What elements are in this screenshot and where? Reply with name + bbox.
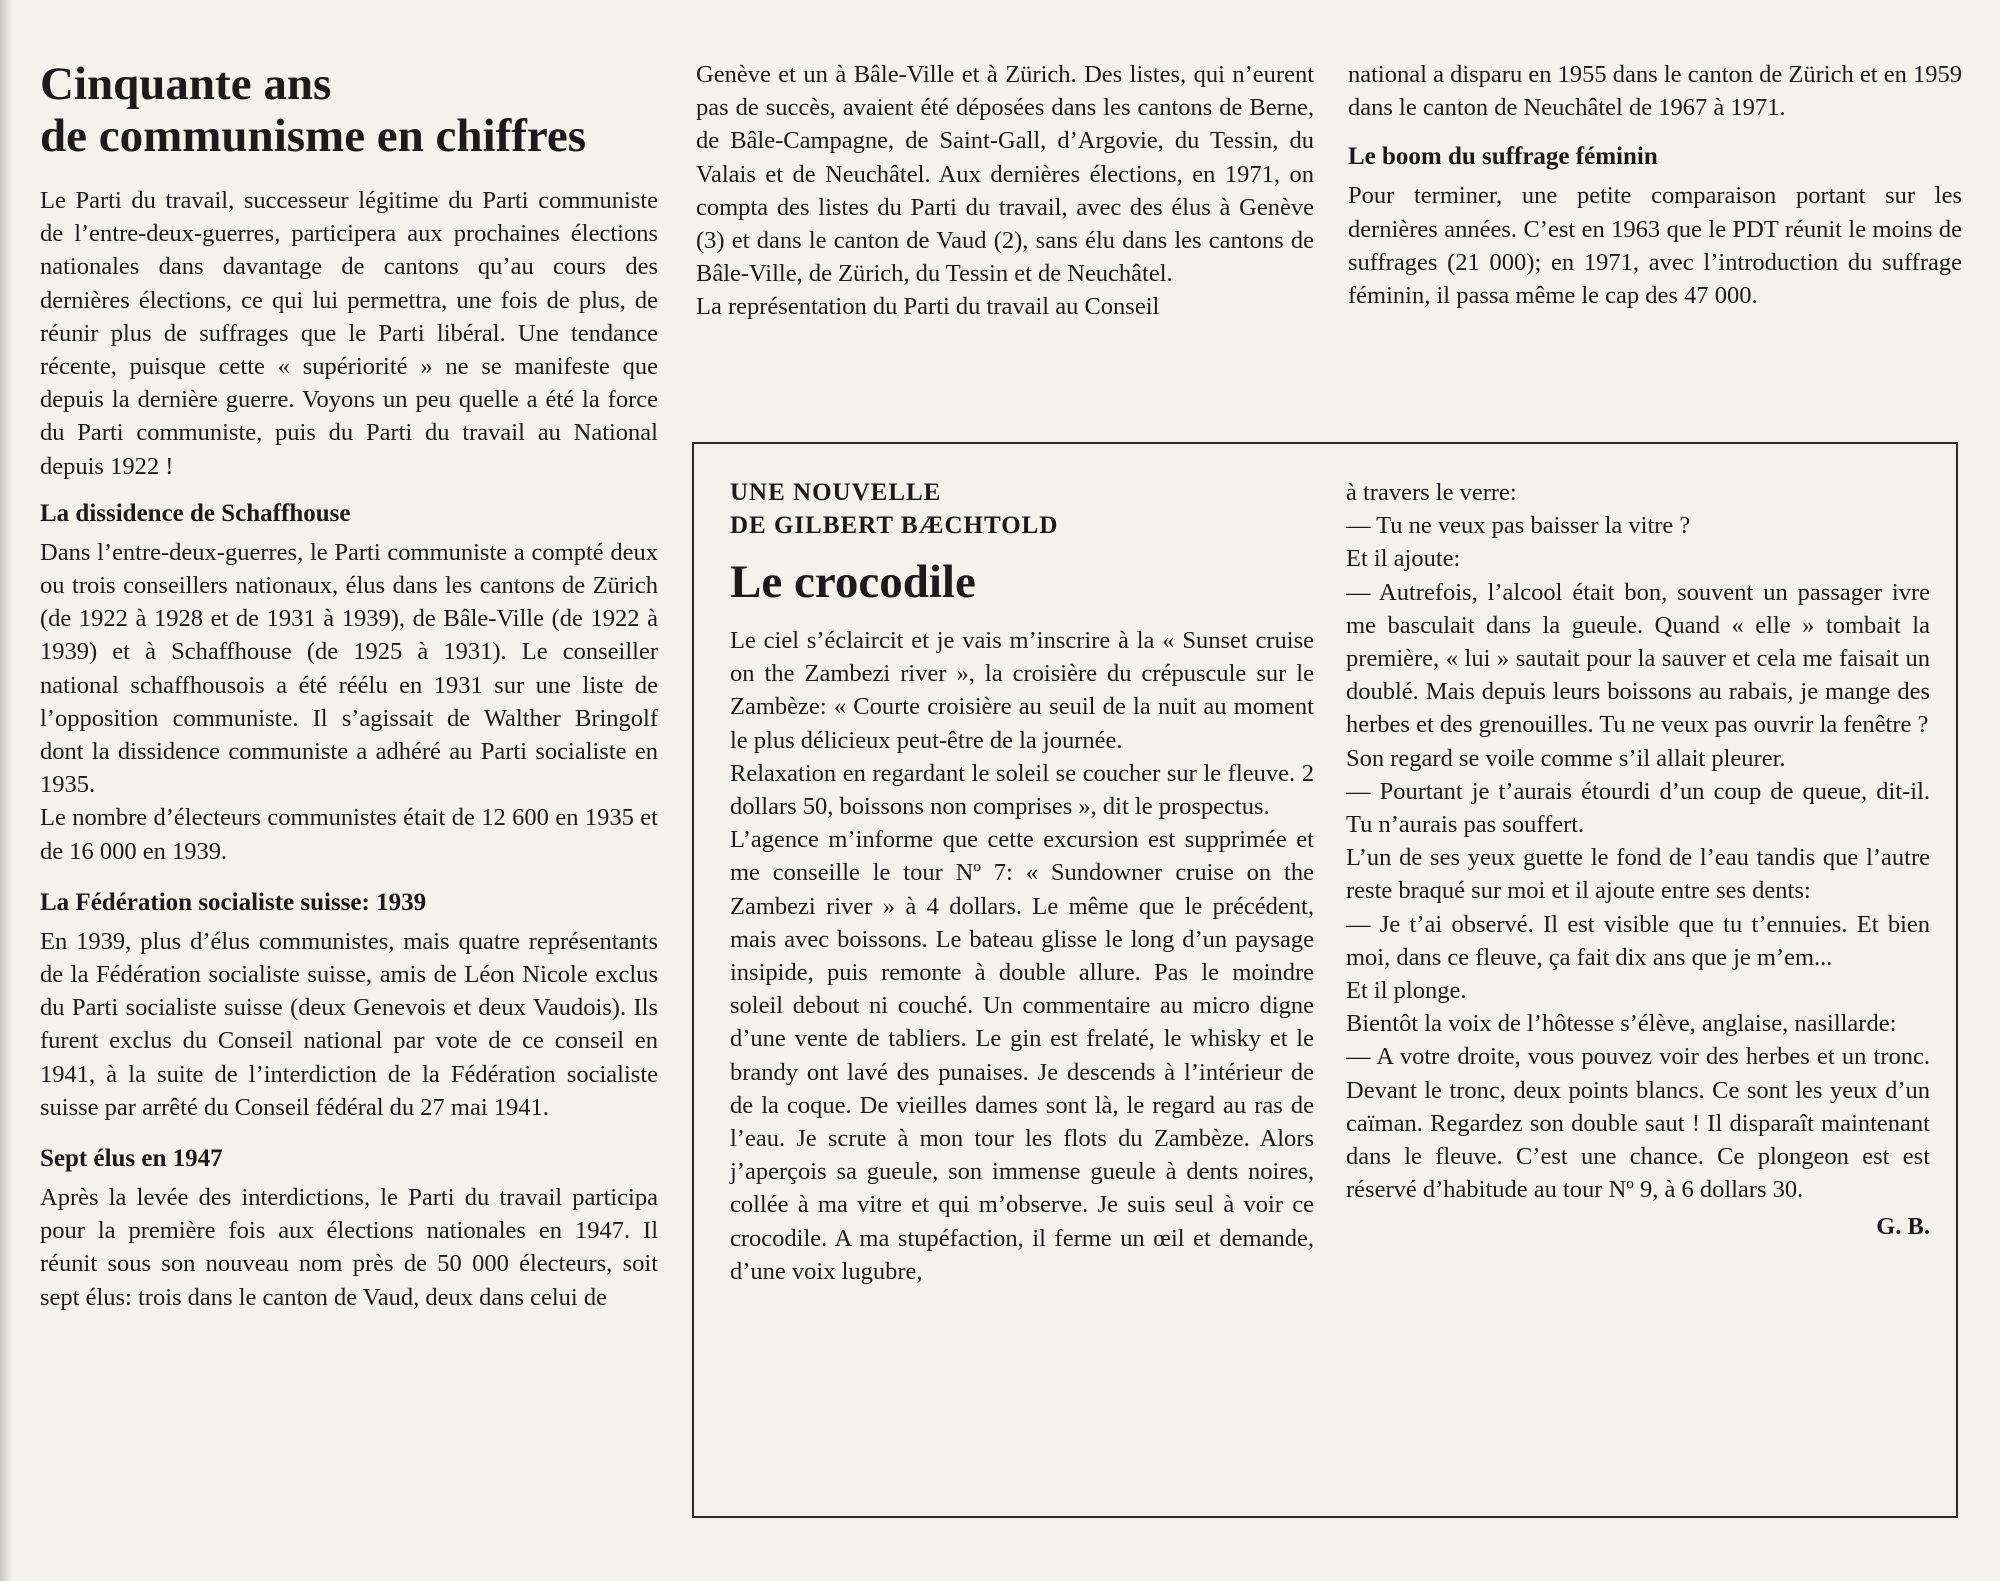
story-paragraph: Relaxation en regardant le soleil se coucher sur le fleuve. 2 dollars 50, boissons non comprises », dit le prospectus.	[730, 759, 1314, 821]
story-kicker-line-1: UNE NOUVELLE	[730, 479, 942, 506]
story-paragraph: — Tu ne veux pas baisser la vitre ?	[1346, 512, 1691, 540]
story-paragraph: — Je t’ai observé. Il est visible que tu t’ennuies. Et bien moi, dans ce fleuve, ça fait dix ans que je m’em...	[1346, 910, 1930, 971]
article-column-2	[696, 58, 1314, 324]
story-paragraph: Son regard se voile comme s’il allait pleurer.	[1346, 744, 1786, 772]
section-paragraph-part-1: Après la levée des interdictions, le Parti du travail participa pour la première fois aux élections nationales en 1947. Il réunit sous son nouveau nom près de 50 000 électeurs, soit sept élus: trois dans le canton de Vaud, deux dans celui de	[40, 1184, 658, 1311]
story-column-2	[1346, 476, 1930, 1244]
section-heading-federation: La Fédération socialiste suisse: 1939	[40, 888, 427, 916]
section-heading-sept-elus: Sept élus en 1947	[40, 1145, 223, 1173]
story-paragraph: à travers le verre:	[1346, 479, 1517, 506]
story-signature: G. B.	[1876, 1213, 1930, 1241]
story-kicker-line-2: DE GILBERT BÆCHTOLD	[730, 512, 1059, 539]
article-column-3	[1348, 58, 1962, 312]
story-paragraph: Et il plonge.	[1346, 977, 1467, 1005]
story-paragraph: Bientôt la voix de l’hôtesse s’élève, anglaise, nasillarde:	[1346, 1010, 1897, 1038]
section-heading-boom: Le boom du suffrage féminin	[1348, 143, 1658, 171]
section-paragraph: Dans l’entre-deux-guerres, le Parti communiste a compté deux ou trois conseillers nationaux, élus dans les cantons de Zürich (de 1922 à 1928 et de 1931 à 1939), de Bâle-Ville (de 1922 à 1939) et à Schaffhouse (de 1925 à 1931). Le conseiller national schaffhousois a été réélu en 1931 sur une liste de l’opposition communiste. Il s’agissait de Walther Bringolf dont la dissidence communiste a adhéré au Parti socialiste en 1935.	[40, 538, 658, 799]
story-column-1	[730, 476, 1314, 1288]
story-paragraph: Le ciel s’éclaircit et je vais m’inscrire à la « Sunset cruise on the Zambezi river », la croisière du crépuscule sur le Zambèze: « Courte croisière au seuil de la nuit au moment le plus délicieux peut-être de la journée.	[730, 627, 1314, 754]
section-paragraph-part-1: La représentation du Parti du travail au Conseil	[696, 293, 1160, 321]
section-paragraph-part-2: national a disparu en 1955 dans le canton de Zürich et en 1959 dans le canton de Neuchâtel de 1967 à 1971.	[1348, 61, 1962, 122]
story-paragraph: — A votre droite, vous pouvez voir des herbes et un tronc. Devant le tronc, deux points blancs. Ce sont les yeux d’un caïman. Regardez son double saut ! Il disparaît maintenant dans le fleuve. C’est une chance. Ce plongeon est est réservé d’habitude au tour Nº 9, à 6 dollars 30.	[1346, 1043, 1930, 1204]
story-paragraph: L’agence m’informe que cette excursion est supprimée et me conseille le tour Nº 7: « Sundowner cruise on the Zambezi river » à 4 dollars. Le même que le précédent, mais avec boissons. Le bateau glisse le long d’un paysage insipide, puis remonte à double allure. Pas le moindre soleil debout ni couché. Un commentaire au micro digne d’une vente de tabliers. Le gin est frelaté, le whisky et le brandy ont lavé des punaises. Je descends à l’intérieur de de la coque. De vieilles dames sont là, le regard au ras de l’eau. Je scrute à mon tour les flots du Zambèze. Alors j’aperçois sa gueule, son immense gueule à dents noires, collée à ma vitre et qui m’observe. Je suis seul à voir ce crocodile. A ma stupéfaction, il ferme un œil et demande, d’une voix lugubre,	[730, 826, 1314, 1285]
story-paragraph: Et il ajoute:	[1346, 545, 1461, 573]
story-kicker	[730, 476, 1314, 542]
section-paragraph: En 1939, plus d’élus communistes, mais quatre représentants de la Fédération socialiste suisse, amis de Léon Nicole exclus du Parti socialiste suisse (deux Genevois et deux Vaudois). Ils furent exclus du Conseil national par vote de ce conseil en 1941, à la suite de l’interdiction de la Fédération socialiste suisse par arrêté du Conseil fédéral du 27 mai 1941.	[40, 927, 658, 1121]
section-paragraph-part-2: Genève et un à Bâle-Ville et à Zürich. Des listes, qui n’eurent pas de succès, avaient été déposées dans les cantons de Berne, de Bâle-Campagne, de Saint-Gall, d’Argovie, du Tessin, du Valais et de Neuchâtel. Aux dernières élections, en 1971, on compta des listes du Parti du travail, avec des élus à Genève (3) et dans le canton de Vaud (2), sans élu dans les cantons de Bâle-Ville, de Zürich, du Tessin et de Neuchâtel.	[696, 61, 1314, 288]
article-intro: Le Parti du travail, successeur légitime du Parti communiste de l’entre-deux-guerres, participera aux prochaines élections nationales dans davantage de cantons qu’au cours des dernières élections, ce qui lui permettra, une fois de plus, de réunir plus de suffrages que le Parti libéral. Une tendance récente, puisque cette « supériorité » ne se manifeste que depuis la dernière guerre. Voyons un peu quelle a été la force du Parti communiste, puis du Parti du travail au National depuis 1922 !	[40, 187, 658, 480]
story-paragraph: L’un de ses yeux guette le fond de l’eau tandis que l’autre reste braqué sur moi et il ajoute entre ses dents:	[1346, 844, 1930, 905]
story-paragraph: — Autrefois, l’alcool était bon, souvent un passager ivre me basculait dans la gueule. Quand « elle » tombait la première, « lui » sautait pour la sauver et cela me faisait un doublé. Mais depuis leurs boissons au rabais, je mange des herbes et des grenouilles. Tu ne veux pas ouvrir la fenêtre ?	[1346, 578, 1930, 739]
article-title-line-1: Cinquante ans	[40, 58, 332, 110]
section-heading-schaffhouse: La dissidence de Schaffhouse	[40, 499, 351, 527]
story-paragraph: — Pourtant je t’aurais étourdi d’un coup de queue, dit-il. Tu n’aurais pas souffert.	[1346, 777, 1930, 839]
section-paragraph: Le nombre d’électeurs communistes était de 12 600 en 1935 et de 16 000 en 1939.	[40, 804, 658, 865]
article-title-line-2: de communisme en chiffres	[40, 110, 587, 162]
story-box	[692, 442, 1958, 1518]
section-paragraph: Pour terminer, une petite comparaison portant sur les dernières années. C’est en 1963 que le PDT réunit le moins de suffrages (21 000); en 1971, avec l’introduction du suffrage féminin, il passa même le cap des 47 000.	[1348, 182, 1962, 310]
scan-edge	[0, 0, 12, 1581]
story-title: Le crocodile	[730, 556, 976, 608]
article-title	[40, 58, 658, 162]
article-column-1	[40, 58, 658, 1314]
